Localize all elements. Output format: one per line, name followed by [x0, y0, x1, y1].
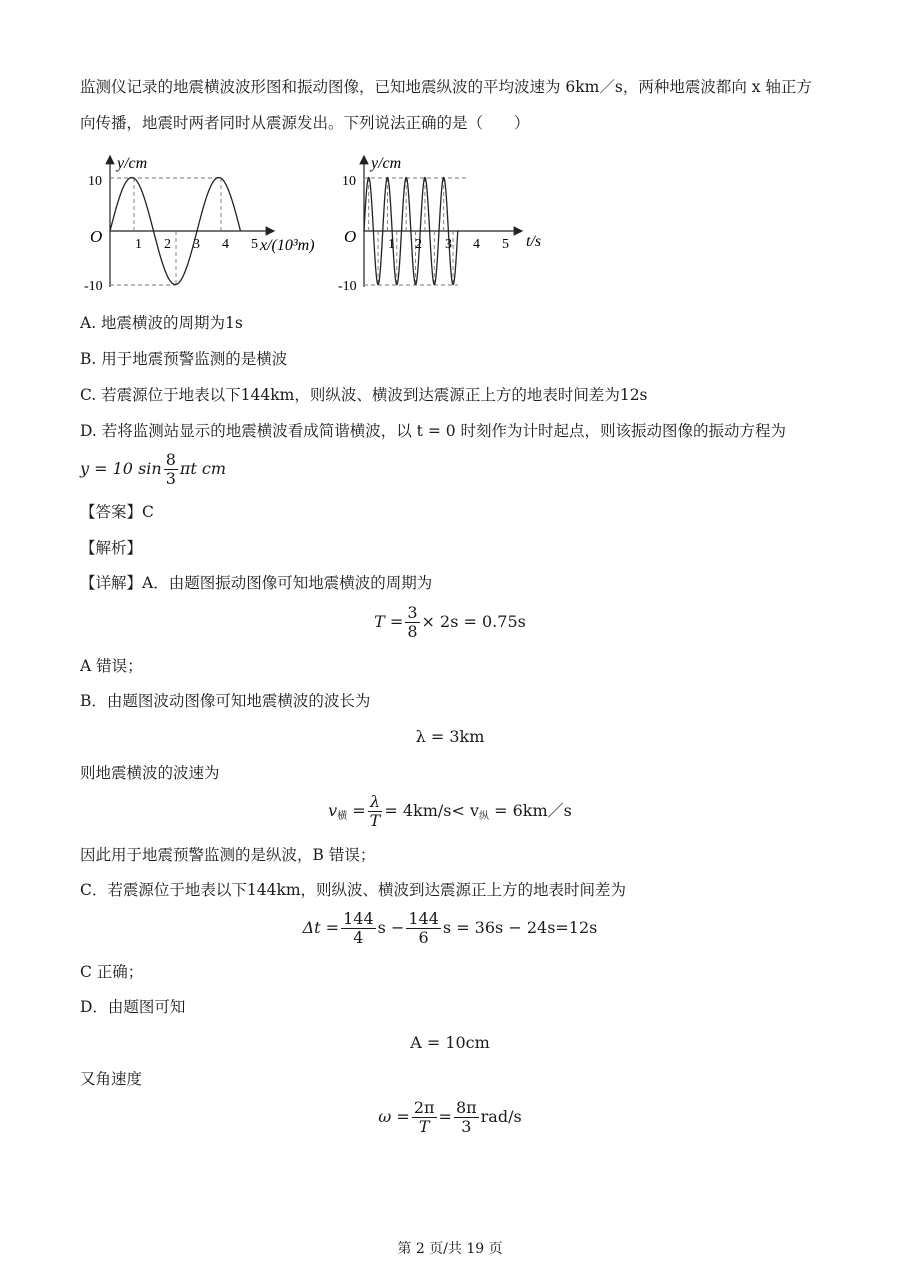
eq1-left: T = [374, 612, 404, 631]
d-intro: D．由题图可知 [80, 998, 186, 1016]
frac-den: 4 [353, 928, 364, 947]
question-line-2: 向传播，地震时两者同时从震源发出。下列说法正确的是（ ） [80, 114, 530, 132]
option-c: C. 若震源位于地表以下144km，则纵波、横波到达震源正上方的地表时间差为12s [80, 386, 648, 404]
wave-xtick-1: 1 [135, 237, 142, 252]
vib-xlabel: t/s [526, 233, 542, 250]
vib-ylabel: y/cm [371, 155, 402, 172]
eq1-right: × 2s = 0.75s [421, 612, 526, 631]
frac-den: T [369, 811, 381, 830]
eq3-frac [368, 793, 383, 830]
vib-ytick-max: 10 [342, 174, 356, 189]
option-d-eq-frac [164, 451, 178, 488]
vib-xtick-1: 1 [388, 237, 395, 252]
detail-intro: 【详解】A．由题图振动图像可知地震横波的周期为 [80, 574, 433, 592]
equation-omega [0, 1099, 900, 1136]
vib-xtick-2: 2 [415, 237, 422, 252]
eq4-frac-1 [341, 910, 376, 947]
frac-den: 3 [165, 469, 176, 488]
vib-xtick-5: 5 [502, 237, 509, 252]
eq3-right: = 6km／s [494, 801, 572, 820]
frac-num: 2π [413, 1098, 435, 1117]
frac-den: 3 [461, 1117, 472, 1136]
equation-time-diff [0, 910, 900, 947]
b-result: 因此用于地震预警监测的是纵波，B 错误； [80, 846, 376, 864]
eq6-right: rad/s [480, 1107, 522, 1126]
eq3-eq: = [352, 801, 366, 820]
wave-xtick-3: 3 [193, 237, 200, 252]
frac-num: 144 [408, 909, 439, 928]
eq6-frac-2 [454, 1099, 479, 1136]
wave-xtick-4: 4 [222, 237, 229, 252]
frac-num: 144 [343, 909, 374, 928]
wave-ylabel: y/cm [117, 155, 148, 172]
equation-wave-speed [0, 793, 900, 830]
wave-ytick-min: -10 [84, 279, 103, 294]
option-d: D. 若将监测站显示的地震横波看成简谐横波，以 t = 0 时刻作为计时起点，则该振动图像的振动方程为 [80, 422, 787, 440]
option-d-equation [80, 451, 226, 488]
wave-xtick-2: 2 [164, 237, 171, 252]
question-line-1: 监测仪记录的地震横波波形图和振动图像，已知地震纵波的平均波速为 6km／s，两种地震波都向 x 轴正方 [80, 78, 812, 96]
option-b: B. 用于地震预警监测的是横波 [80, 350, 288, 368]
eq4-right: s = 36s − 24s=12s [442, 918, 598, 937]
option-d-eq-right: πt cm [179, 459, 227, 478]
b-intro: B．由题图波动图像可知地震横波的波长为 [80, 692, 371, 710]
equation-wavelength: λ = 3km [415, 727, 485, 746]
eq6-left: ω = [378, 1107, 410, 1126]
omega-intro: 又角速度 [80, 1070, 143, 1088]
c-result: C 正确； [80, 963, 144, 981]
frac-num: 8π [455, 1098, 477, 1117]
frac-num: 3 [407, 603, 418, 622]
eq3-sub-zong: 纵 [479, 811, 490, 822]
eq6-eq: = [438, 1107, 452, 1126]
eq3-v: v [328, 801, 338, 820]
eq1-frac [405, 604, 419, 641]
eq6-frac-1 [412, 1099, 437, 1136]
eq4-frac-2 [406, 910, 441, 947]
c-intro: C．若震源位于地表以下144km，则纵波、横波到达震源正上方的地表时间差为 [80, 881, 627, 899]
frac-den: 6 [418, 928, 429, 947]
frac-den: 8 [407, 622, 418, 641]
eq4-mid: s − [377, 918, 405, 937]
a-result: A 错误； [80, 657, 143, 675]
eq3-mid: = 4km/s< v [384, 801, 480, 820]
vib-xtick-3: 3 [445, 237, 452, 252]
wave-speed-intro: 则地震横波的波速为 [80, 764, 220, 782]
wave-graph [84, 155, 315, 294]
wave-xtick-5: 5 [251, 237, 258, 252]
wave-ytick-max: 10 [88, 174, 102, 189]
vib-ytick-min: -10 [338, 279, 357, 294]
frac-num: λ [368, 793, 383, 812]
wave-origin: O [90, 227, 103, 246]
graphs-svg [0, 0, 900, 300]
option-d-eq-left: y = 10 sin [80, 459, 162, 478]
option-a: A. 地震横波的周期为1s [80, 314, 243, 332]
vibration-graph [338, 155, 541, 294]
vib-origin: O [344, 227, 357, 246]
wave-xlabel: x/(10³m) [260, 237, 315, 254]
frac-num: 8 [165, 450, 176, 469]
eq4-left: Δt = [302, 918, 340, 937]
page-footer: 第 2 页/共 19 页 [397, 1241, 503, 1257]
equation-amplitude: A = 10cm [410, 1033, 490, 1052]
analysis-label: 【解析】 [80, 539, 143, 557]
frac-den: T [418, 1117, 430, 1136]
vib-xtick-4: 4 [473, 237, 480, 252]
eq3-sub-heng: 横 [337, 811, 348, 822]
equation-period [0, 604, 900, 641]
answer: 【答案】C [80, 503, 154, 521]
